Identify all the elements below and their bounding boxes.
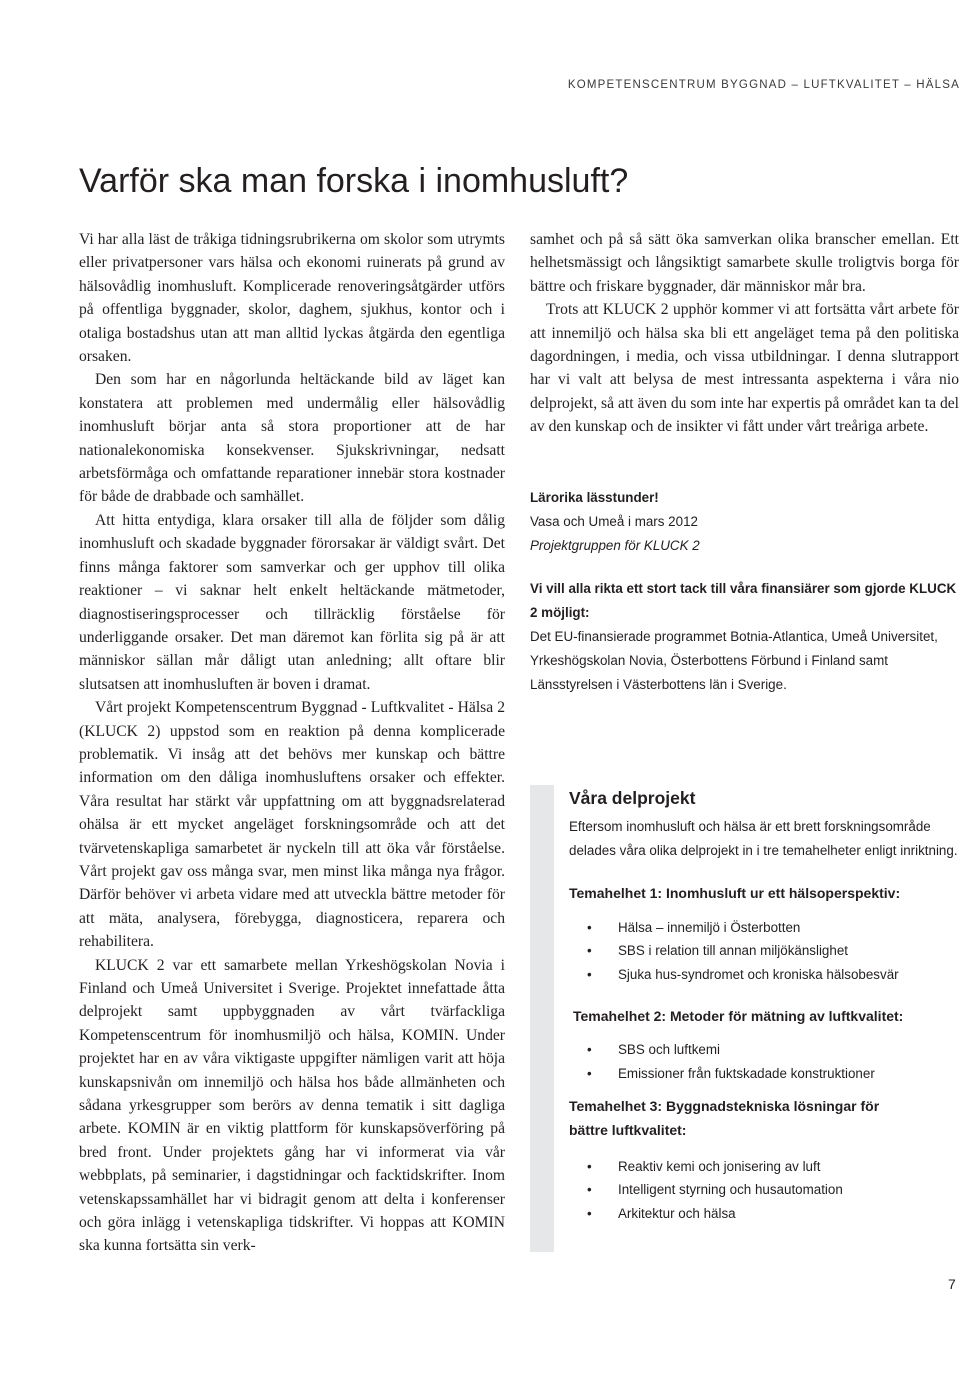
list-item: • Sjuka hus-syndromet och kroniska hälsobesvär bbox=[569, 963, 959, 987]
theme-list bbox=[569, 1155, 959, 1226]
list-item: • Reaktiv kemi och jonisering av luft bbox=[569, 1155, 959, 1179]
acknowledgements-body: Det EU-finansierade programmet Botnia-Atlantica, Umeå Universitet, Yrkeshögskolan Novia, Österbottens Förbund i Finland samt Länsstyrelsen i Västerbottens län i Sverige. bbox=[530, 629, 938, 692]
paragraph: samhet och på så sätt öka samverkan olika branscher emellan. Ett helhetsmässigt och långsiktigt samarbete skulle troligtvis borga för bättre och friskare byggnader, där människor mår bra. bbox=[530, 231, 959, 295]
list-item: • Intelligent styrning och husautomation bbox=[569, 1178, 959, 1202]
box-title: Våra delprojekt bbox=[569, 788, 696, 808]
paragraph: Vårt projekt Kompetenscentrum Byggnad - Luftkvalitet - Hälsa 2 (KLUCK 2) uppstod som en reaktion på denna komplicerade problematik. Vi insåg att det behövs mer kunskap och bättre information om den dåliga inomhusluftens orsaker och effekter. Våra resultat har stärkt vår uppfattning om att byggnadsrelaterad ohälsa är ett mycket angeläget forskningsområde och att det tvärvetenskapliga samarbetet är nyckeln till att öka vår förståelse. Vårt projekt gav oss många svar, men minst lika många nya frågor. Därför behöver vi arbeta vidare med att utveckla bättre metoder för att mäta, analysera, förebygga, diagnosticera, reparera och rehabilitera. bbox=[79, 699, 505, 951]
paragraph: Den som har en någorlunda heltäckande bild av läget kan konstatera att problemen med undermålig eller hälsovådlig inomhusluft börjar anta så stora proportioner att de har nationalekonomiska konsekvenser. Sjukskrivningar, nedsatt arbetsförmåga och omfattande reparationer innebär stora kostnader för både de drabbade och samhället. bbox=[79, 371, 505, 506]
greeting-line: Lärorika lässtunder! bbox=[530, 490, 659, 505]
theme-heading: Temahelhet 3: Byggnadstekniska lösningar för bättre luftkvalitet: bbox=[569, 1098, 880, 1138]
place-date: Vasa och Umeå i mars 2012 bbox=[530, 514, 698, 529]
page-number: 7 bbox=[948, 1276, 956, 1292]
theme-heading: Temahelhet 1: Inomhusluft ur ett hälsoperspektiv: bbox=[569, 885, 901, 902]
sidebar-accent-bar bbox=[530, 785, 554, 1252]
paragraph: Att hitta entydiga, klara orsaker till alla de följder som dålig inomhusluft och skadade byggnader förorsakar är väldigt svårt. Det finns många faktorer som samverkar och ger upphov till olika reaktioner – vi saknar helt enkelt heltäckande mätmetoder, diagnostiseringsprocesser och tillräcklig förståelse för underliggande orsaker. Det man däremot kan förlita sig på är att människor sällan mår dåligt utan anledning; allt oftare blir slutsatsen att inomhusluften är boven i dramat. bbox=[79, 511, 505, 693]
page-title: Varför ska man forska i inomhusluft? bbox=[79, 162, 629, 200]
signature: Projektgruppen för KLUCK 2 bbox=[530, 538, 700, 553]
closing-greeting bbox=[530, 486, 955, 558]
paragraph: Vi har alla läst de tråkiga tidningsrubrikerna om skolor som utrymts eller privatpersoner vars hälsa och ekonomi ruinerats på grund av hälsovådlig inomhusluft. Komplicerade renoveringsåtgärder utförs på offentliga byggnader, skolor, daghem, sjukhus, kontor och i otaliga bostadshus utan att man alltid lyckas åtgärda den egentliga orsaken. bbox=[79, 231, 505, 366]
acknowledgements bbox=[530, 577, 958, 697]
running-header: KOMPETENSCENTRUM BYGGNAD – LUFTKVALITET – HÄLSA bbox=[567, 79, 960, 91]
list-item: • SBS i relation till annan miljökänslighet bbox=[569, 939, 959, 963]
list-item: • SBS och luftkemi bbox=[569, 1038, 959, 1062]
theme-list bbox=[569, 916, 959, 987]
theme-heading: Temahelhet 2: Metoder för mätning av luftkvalitet: bbox=[573, 1007, 904, 1024]
acknowledgements-heading: Vi vill alla rikta ett stort tack till våra finansiärer som gjorde KLUCK 2 möjligt: bbox=[530, 581, 957, 620]
box-intro: Eftersom inomhusluft och hälsa är ett brett forskningsområde delades våra olika delprojekt in i tre temahelheter enligt inriktning. bbox=[569, 819, 958, 858]
list-item: • Arkitektur och hälsa bbox=[569, 1202, 959, 1226]
list-item: • Hälsa – innemiljö i Österbotten bbox=[569, 916, 959, 940]
paragraph: Trots att KLUCK 2 upphör kommer vi att fortsätta vårt arbete för att innemiljö och hälsa ska bli ett angeläget tema på den politiska dagordningen, i media, och vissa utbildningar. I denna slutrapport har vi valt att belysa de mest intressanta aspekterna i våra nio delprojekt, så att även du som inte har expertis på området kan ta del av den kunskap och de insikter vi fått under vårt treåriga arbete. bbox=[530, 301, 959, 436]
left-column bbox=[79, 228, 505, 1258]
list-item: • Emissioner från fuktskadade konstruktioner bbox=[569, 1062, 959, 1086]
paragraph: KLUCK 2 var ett samarbete mellan Yrkeshögskolan Novia i Finland och Umeå Universitet i Sverige. Projektet innefattade åtta delprojekt samt uppbyggnaden av vårt tvärfackliga Kompetenscentrum för inomhusmiljö och hälsa, KOMIN. Under projektet har en av våra viktigaste uppgifter nämligen varit att höja kunskapsnivån om innemiljö och hälsa hos både allmänheten och sådana yrkesgrupper som berörs av denna tematik i sitt dagliga arbete. KOMIN är en viktig plattform för kunskapsöverföring på bred front. Under projektets gång har vi informerat via vår webbplats, på seminarier, i dagstidningar och facktidskrifter. Inom vetenskapssamhället har vi bidragit genom att delta i konferenser och göra inlägg i vetenskapliga tidskrifter. Vi hoppas att KOMIN ska kunna fortsätta sin verk- bbox=[79, 956, 505, 1255]
theme-list bbox=[569, 1038, 959, 1085]
subprojects-box bbox=[569, 785, 959, 1225]
right-column bbox=[530, 228, 959, 439]
